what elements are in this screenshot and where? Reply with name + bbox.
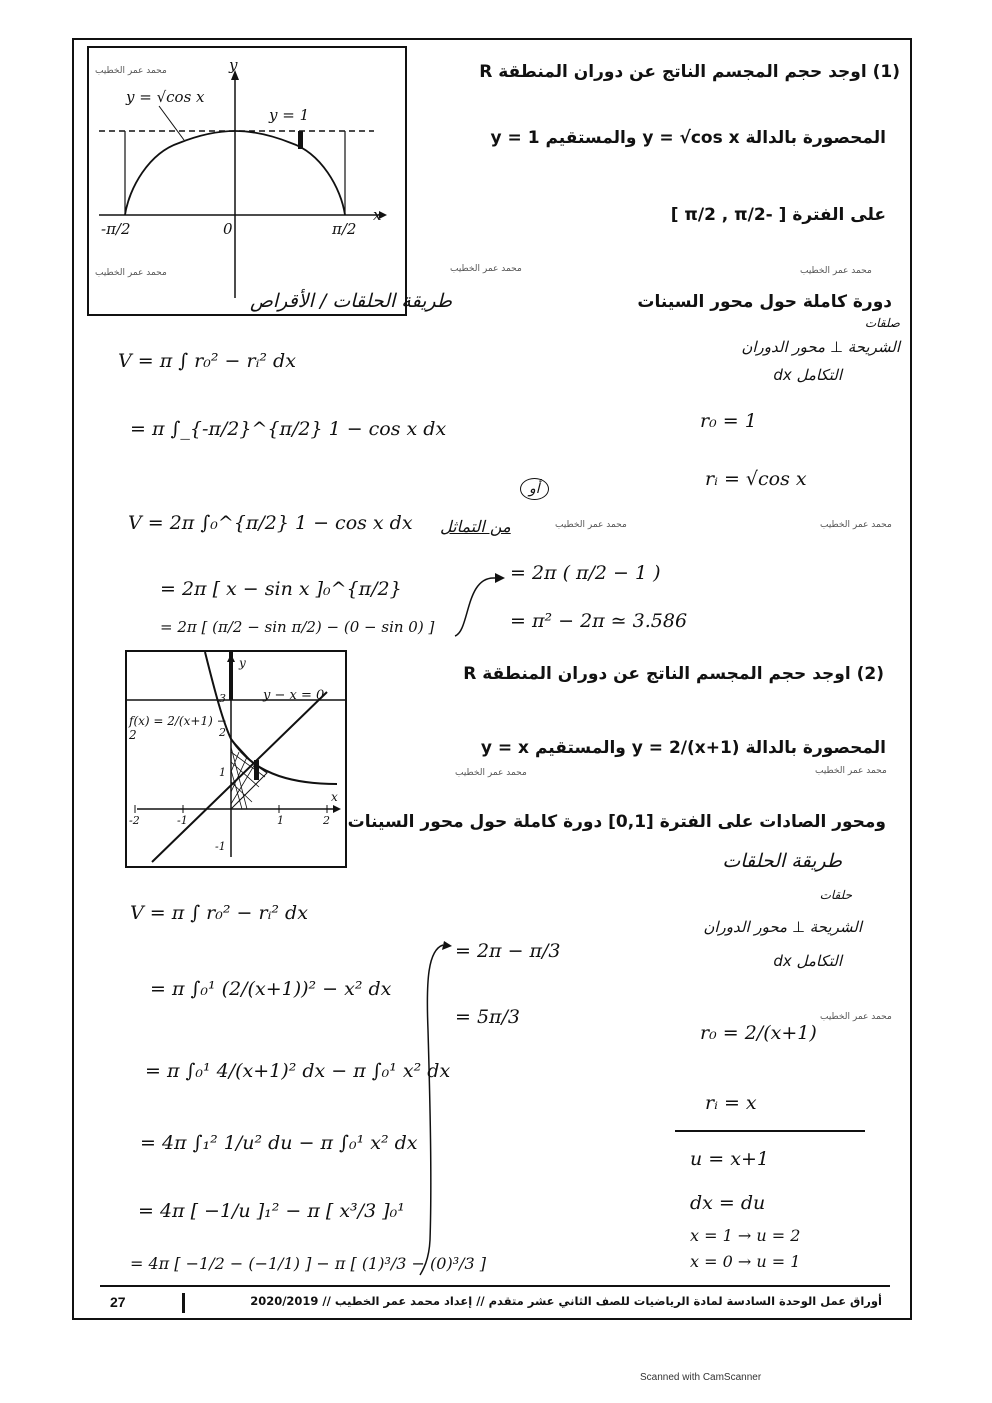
problem2-note-ri: rᵢ = x — [705, 1092, 757, 1114]
problem1-step-7: = π² − 2π ≃ 3.586 — [510, 610, 688, 632]
problem1-step-4: = 2π [ x − sin x ]₀^{π/2} — [160, 578, 402, 600]
figure-2-x-tick-3: 1 — [277, 814, 284, 827]
problem1-heading: (1) اوجد حجم المجسم الناتج عن دوران المنطقة R — [479, 62, 900, 82]
problem1-step-3: V = 2π ∫₀^{π/2} 1 − cos x dx — [128, 512, 413, 534]
problem1-note-r0: r₀ = 1 — [700, 410, 757, 432]
problem1-arrow — [450, 566, 510, 646]
problem2-note-dx: التكامل dx — [773, 952, 842, 970]
figure-2-x-tick-4: 2 — [323, 814, 330, 827]
watermark-9: محمد عمر الخطيب — [820, 1012, 892, 1022]
figure-2-line-label: y − x = 0 — [263, 688, 325, 703]
footer-text: أوراق عمل الوحدة السادسة لمادة الرياضيات للصف الثاني عشر متقدم // إعداد محمد عمر الخطيب // 2020/2019 — [250, 1294, 882, 1308]
problem2-note-limit-2: x = 0 → u = 1 — [690, 1252, 801, 1271]
problem1-note-ri: rᵢ = √cos x — [705, 468, 807, 490]
problem1-line4: دورة كاملة حول محور السينات — [637, 292, 892, 312]
problem2-step-1: V = π ∫ r₀² − rᵢ² dx — [130, 902, 308, 924]
problem2-note-slice: الشريحة ⊥ محور الدوران — [703, 918, 862, 936]
figure-2-y-tick-2: 2 — [219, 726, 226, 739]
figure-2-y-tick-1: 3 — [219, 692, 226, 705]
problem2-note-rings: حلقات — [819, 888, 852, 902]
problem2-note-limit-1: x = 1 → u = 2 — [690, 1226, 801, 1245]
figure-2-f-label: f(x) = 2/(x+1) − 2 — [129, 714, 227, 742]
problem2-note-du: dx = du — [690, 1192, 766, 1214]
watermark-4: محمد عمر الخطيب — [800, 266, 872, 276]
problem2-brace — [418, 940, 458, 1280]
problem1-handwritten-note: صلقات — [864, 316, 900, 330]
figure-1-line-label: y = 1 — [269, 106, 310, 124]
scanner-mark: Scanned with CamScanner — [640, 1372, 762, 1383]
problem2-line3: ومحور الصادات على الفترة [0,1] دورة كاملة حول محور السينات — [347, 812, 886, 832]
figure-2-x-axis-label: x — [331, 790, 338, 804]
figure-2-y-axis-label: y — [239, 656, 246, 670]
figure-2 — [125, 650, 347, 868]
watermark-2: محمد عمر الخطيب — [95, 268, 167, 278]
problem2-step-5: = 4π [ −1/u ]₁² − π [ x³/3 ]₀¹ — [138, 1200, 405, 1222]
problem2-note-r0: r₀ = 2/(x+1) — [700, 1022, 817, 1044]
figure-1-tick-left: -π/2 — [101, 220, 131, 238]
problem1-note-slice: الشريحة ⊥ محور الدوران — [741, 338, 900, 356]
problem1-step-5: = 2π [ (π/2 − sin π/2) − (0 − sin 0) ] — [160, 618, 435, 636]
problem2-step-3: = π ∫₀¹ 4/(x+1)² dx − π ∫₀¹ x² dx — [145, 1060, 451, 1082]
figure-2-x-tick-2: -1 — [177, 814, 188, 827]
problem1-step-2: = π ∫_{-π/2}^{π/2} 1 − cos x dx — [130, 418, 447, 440]
problem1-note-dx: التكامل dx — [773, 366, 842, 384]
problem2-line2: المحصورة بالدالة y = 2/(x+1) والمستقيم y = x — [480, 738, 886, 758]
problem2-divider — [675, 1130, 865, 1132]
watermark-5: محمد عمر الخطيب — [555, 520, 627, 530]
page-number: 27 — [110, 1294, 126, 1310]
figure-2-y-tick-3: 1 — [219, 766, 226, 779]
figure-2-x-tick-1: -2 — [129, 814, 140, 827]
watermark-6: محمد عمر الخطيب — [820, 520, 892, 530]
problem2-method: طريقة الحلقات — [722, 850, 842, 872]
problem2-heading: (2) اوجد حجم المجسم الناتج عن دوران المنطقة R — [463, 664, 884, 684]
watermark-7: محمد عمر الخطيب — [455, 768, 527, 778]
problem1-line2: المحصورة بالدالة y = √cos x والمستقيم y = 1 — [490, 128, 886, 148]
problem1-line3: على الفترة [ -π/2 , π/2 ] — [670, 205, 886, 225]
problem2-note-u: u = x+1 — [690, 1148, 769, 1170]
problem1-step-1: V = π ∫ r₀² − rᵢ² dx — [118, 350, 296, 372]
problem2-result-1: = 2π − π/3 — [455, 940, 561, 962]
problem2-step-6: = 4π [ −1/2 − (−1/1) ] − π [ (1)³/3 − (0)³/3 ] — [130, 1254, 487, 1273]
problem1-method: طريقة الحلقات / الأقراص — [249, 290, 452, 312]
problem2-step-2: = π ∫₀¹ (2/(x+1))² − x² dx — [150, 978, 392, 1000]
problem1-symmetry-note: من التماثل — [440, 517, 511, 536]
problem1-circled: أو — [520, 478, 549, 500]
watermark-3: محمد عمر الخطيب — [450, 264, 522, 274]
watermark-8: محمد عمر الخطيب — [815, 766, 887, 776]
footer-line — [100, 1285, 890, 1287]
problem2-result-2: = 5π/3 — [455, 1006, 521, 1028]
figure-1-tick-right: π/2 — [332, 220, 357, 238]
figure-1-x-axis-label: x — [373, 206, 382, 224]
watermark-1: محمد عمر الخطيب — [95, 66, 167, 76]
figure-2-graph — [127, 652, 345, 866]
figure-1-curve-label: y = √cos x — [126, 88, 205, 106]
figure-1-tick-origin: 0 — [223, 220, 233, 238]
figure-1-y-axis-label: y — [229, 56, 238, 74]
problem1-step-6: = 2π ( π/2 − 1 ) — [510, 562, 661, 584]
problem2-step-4: = 4π ∫₁² 1/u² du − π ∫₀¹ x² dx — [140, 1132, 418, 1154]
figure-2-y-tick-4: -1 — [215, 840, 226, 853]
footer-separator — [182, 1293, 185, 1313]
